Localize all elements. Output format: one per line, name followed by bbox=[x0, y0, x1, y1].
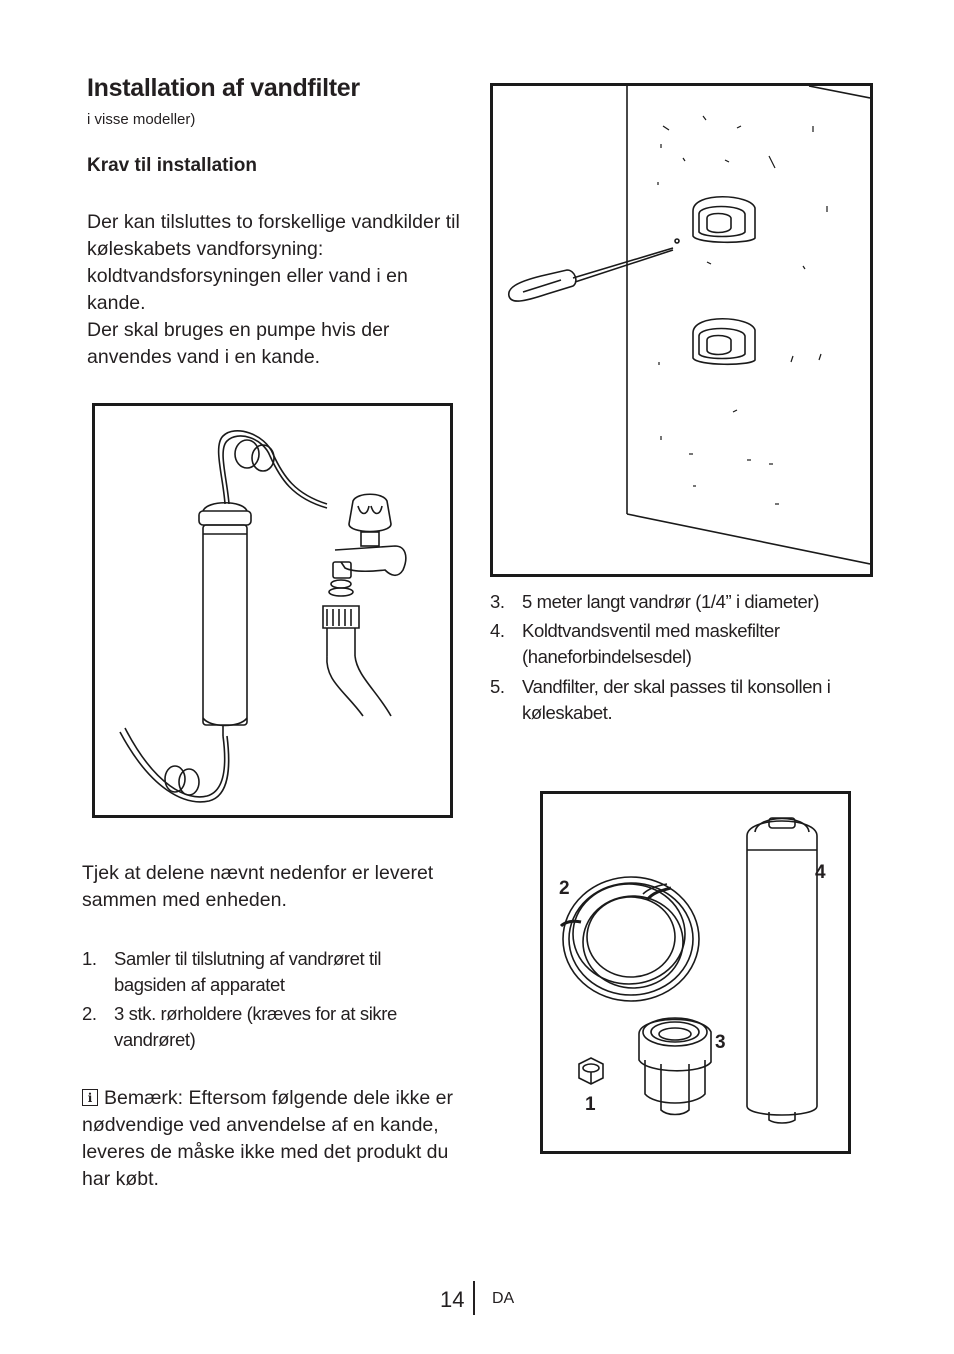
page-subtitle: i visse modeller) bbox=[87, 111, 196, 128]
page-title: Installation af vandfilter bbox=[87, 74, 360, 102]
list-number: 2. bbox=[82, 1003, 97, 1024]
parts-list-left bbox=[82, 946, 472, 1066]
section-heading: Krav til installation bbox=[87, 155, 257, 176]
parts-illustration bbox=[540, 791, 851, 1154]
list-number: 3. bbox=[490, 591, 505, 612]
intro-paragraph-2: Der skal bruges en pumpe hvis der anvendes vand i en kande. bbox=[87, 319, 390, 368]
info-icon: i bbox=[82, 1089, 98, 1106]
language-code: DA bbox=[492, 1290, 515, 1307]
list-number: 1. bbox=[82, 948, 97, 969]
list-text: (haneforbindelsesdel) bbox=[522, 646, 692, 667]
list-number: 4. bbox=[490, 620, 505, 641]
intro-paragraph-1: Der kan tilsluttes to forskellige vandkilder til køleskabets vandforsyning: koldtvandsforsyningen eller vand i en kande. bbox=[87, 211, 460, 314]
list-text: 3 stk. rørholdere (kræves for at sikre bbox=[114, 1003, 397, 1024]
list-text: køleskabet. bbox=[522, 702, 613, 723]
list-text: Samler til tilslutning af vandrøret til bbox=[114, 948, 382, 969]
part-label-3: 3 bbox=[715, 1032, 726, 1053]
list-text: vandrøret) bbox=[114, 1029, 196, 1050]
list-text: Koldtvandsventil med maskefilter bbox=[522, 620, 780, 641]
list-text: bagsiden af apparatet bbox=[114, 974, 285, 995]
list-text: Vandfilter, der skal passes til konsollen i bbox=[522, 676, 831, 697]
part-label-1: 1 bbox=[585, 1094, 596, 1115]
part-label-2: 2 bbox=[559, 878, 570, 899]
list-text: 5 meter langt vandrør (1/4” i diameter) bbox=[522, 591, 819, 612]
footer-divider bbox=[473, 1281, 475, 1315]
check-paragraph: Tjek at delene nævnt nedenfor er leveret sammen med enheden. bbox=[82, 862, 434, 911]
list-number: 5. bbox=[490, 676, 505, 697]
note-paragraph bbox=[82, 1085, 472, 1193]
parts-list-right bbox=[490, 589, 890, 749]
part-label-4: 4 bbox=[815, 862, 826, 883]
filter-tap-illustration bbox=[92, 403, 453, 818]
page-number: 14 bbox=[440, 1287, 465, 1312]
wall-clips-illustration bbox=[490, 83, 873, 577]
note-text: Bemærk: Eftersom følgende dele ikke er nødvendige ved anvendelse af en kande, leveres de måske ikke med det produkt du har købt. bbox=[82, 1087, 453, 1190]
